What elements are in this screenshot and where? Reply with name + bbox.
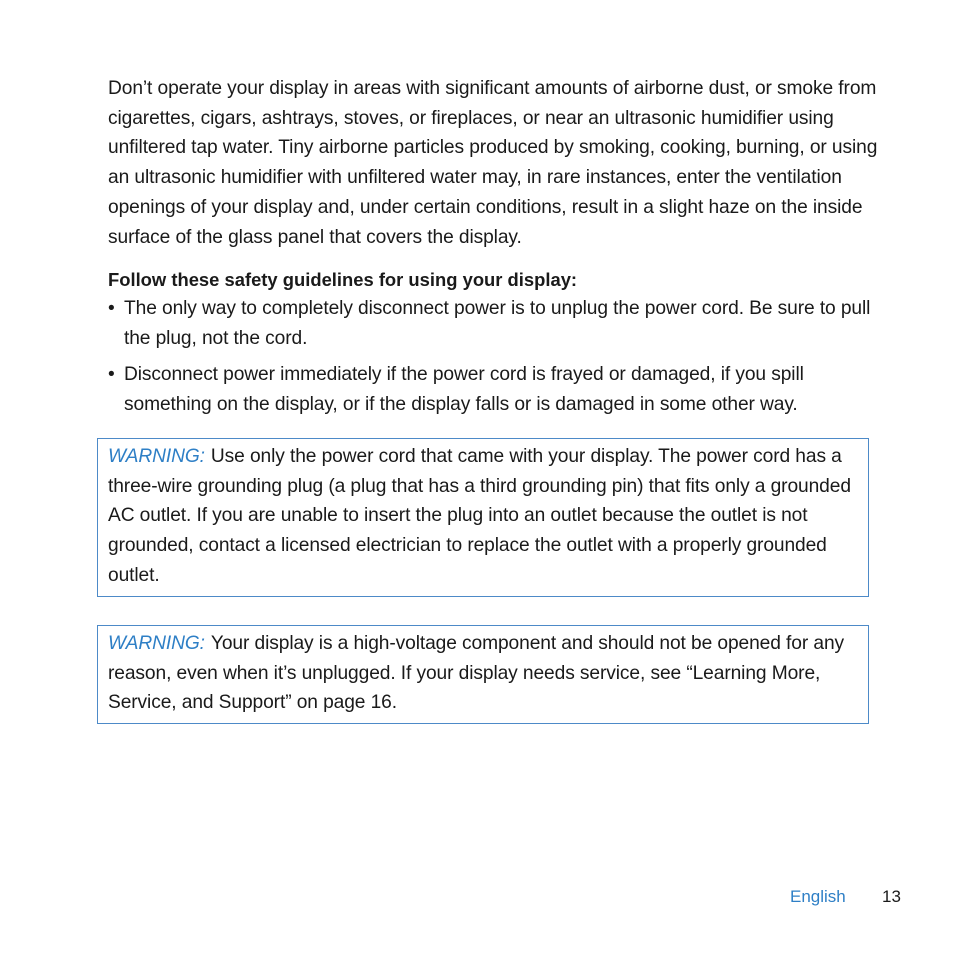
list-item [108,294,894,353]
warning-label: WARNING: [108,633,205,654]
list-item [108,360,894,419]
warning-box-high-voltage [97,625,869,724]
list-item-text: Disconnect power immediately if the power cord is frayed or damaged, if you spill something on the display, or if the display falls or is damaged in some other way. [124,364,804,415]
warning-label: WARNING: [108,446,205,467]
warning-box-power-cord [97,438,869,597]
warning-text: Use only the power cord that came with your display. The power cord has a three-wire grounding plug (a plug that has a third grounding pin) that fits only a grounded AC outlet. If you are unable to insert the plug into an outlet because the outlet is not grounded, contact a licensed electrician to replace the outlet with a properly grounded outlet. [108,446,851,586]
list-item-text: The only way to completely disconnect power is to unplug the power cord. Be sure to pull the plug, not the cord. [124,298,871,349]
footer-language: English [790,887,846,906]
bullet-icon: • [108,298,115,319]
warning-text: Your display is a high-voltage component and should not be opened for any reason, even when it’s unplugged. If your display needs service, see “Learning More, Service, and Support” on page 16. [108,633,845,714]
bullet-icon: • [108,364,115,385]
page-number: 13 [882,887,901,906]
intro-paragraph: Don’t operate your display in areas with significant amounts of airborne dust, or smoke from cigarettes, cigars, ashtrays, stoves, or fireplaces, or near an ultrasonic humidifier using unfiltered tap water. Tiny airborne particles produced by smoking, cooking, burning, or using an ultrasonic humidifier with unfiltered water may, in rare instances, enter the ventilation openings of your display and, under certain conditions, result in a slight haze on the inside surface of the glass panel that covers the display. [108,78,878,248]
guidelines-heading: Follow these safety guidelines for using your display: [108,269,578,290]
